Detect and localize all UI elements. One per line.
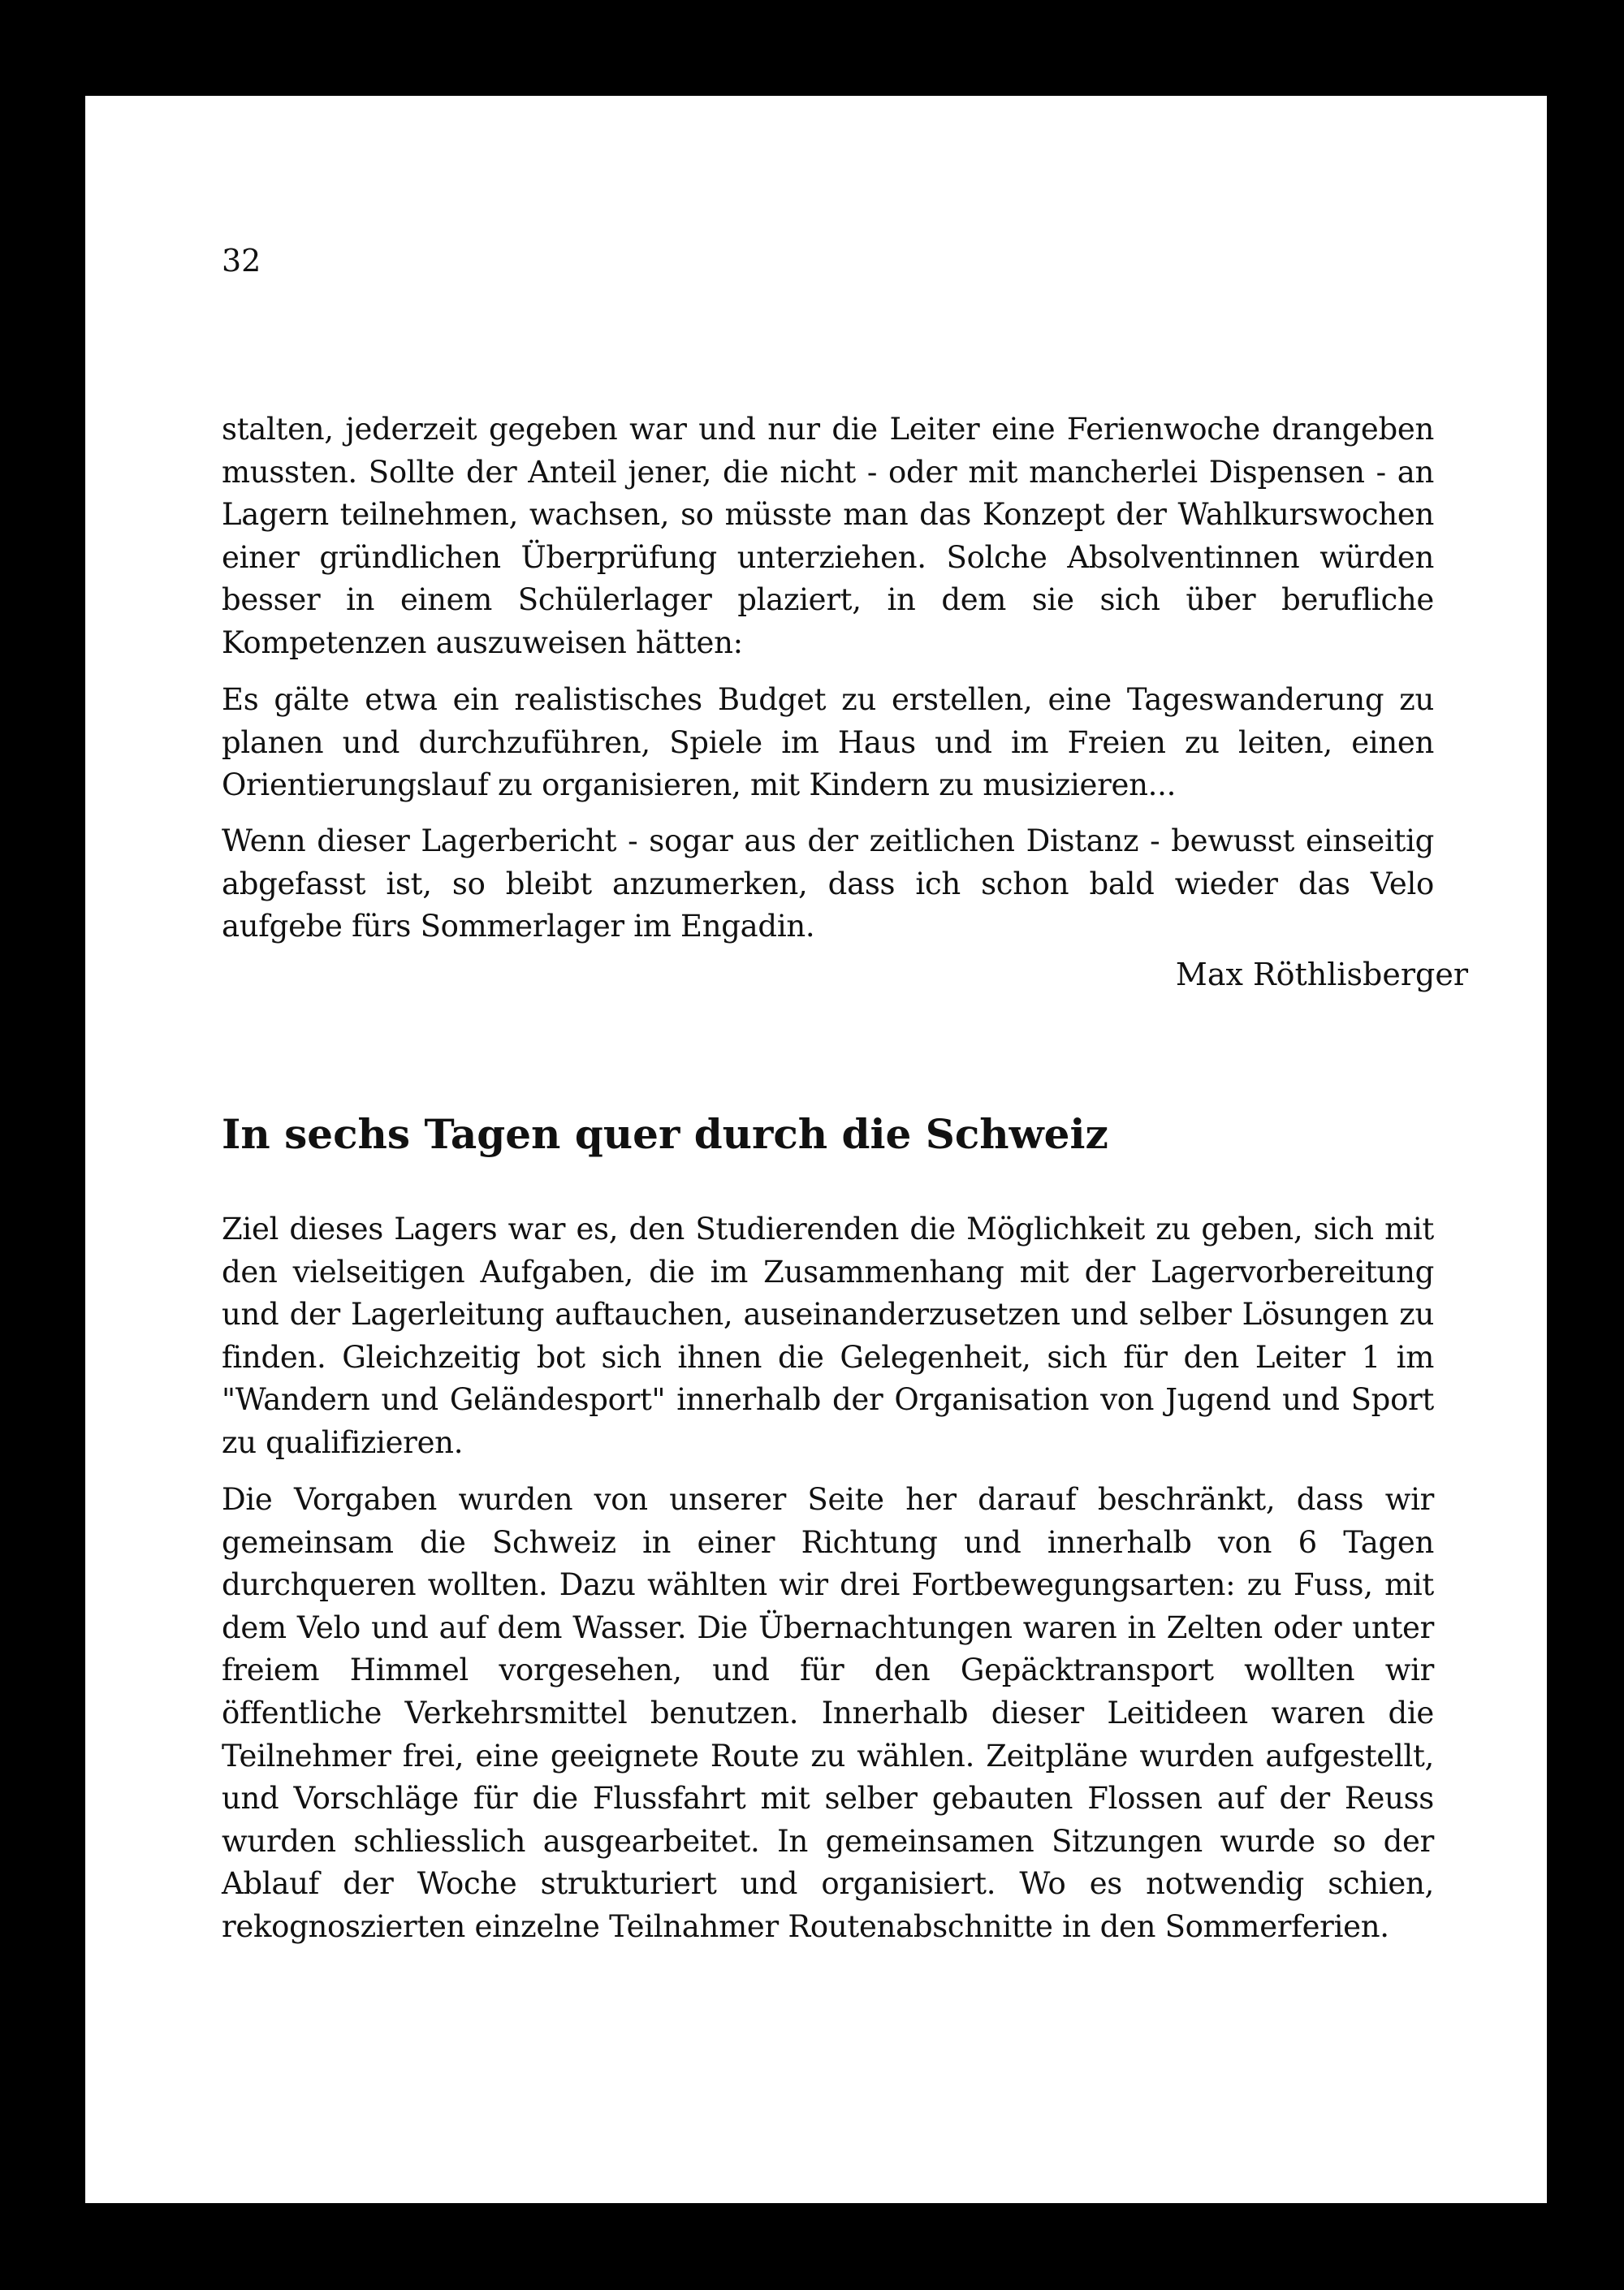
paragraph-text: Wenn dieser Lagerbericht - sogar aus der zeitlichen Distanz - bewusst einseitig abgefasst ist, so bleibt anzumerken, dass ich schon bald wieder das Velo aufgebe fürs Sommerlager im Engadin.: [222, 823, 1434, 944]
section-paragraph-2: [222, 1479, 1434, 1949]
paragraph-text: Es gälte etwa ein realistisches Budget zu erstellen, eine Tageswanderung zu planen und durchzuführen, Spiele im Haus und im Freien zu leiten, einen Orientierungslauf zu organisieren, mit Kindern zu musizieren...: [222, 682, 1434, 803]
paragraph-text: Die Vorgaben wurden von unserer Seite her darauf beschränkt, dass wir gemeinsam die Schweiz in einer Richtung und innerhalb von 6 Tagen durchqueren wollten. Dazu wählten wir drei Fortbewegungsarten: zu Fuss, mit dem Velo und auf dem Wasser. Die Übernachtungen waren in Zelten oder unter freiem Himmel vorgesehen, und für den Gepäcktransport wollten wir öffentliche Verkehrsmittel benutzen. Innerhalb dieser Leitideen waren die Teilnehmer frei, eine geeignete Route zu wählen. Zeitpläne wurden aufgestellt, und Vorschläge für die Flussfahrt mit selber gebauten Flossen auf der Reuss wurden schliesslich ausgearbeitet. In gemeinsamen Sitzungen wurde so der Ablauf der Woche strukturiert und organisiert. Wo es notwendig schien, rekognoszierten einzelne Teilnahmer Routenabschnitte in den Sommerferien.: [222, 1482, 1434, 1944]
page-number: 32: [222, 243, 261, 279]
paragraph-text: stalten, jederzeit gegeben war und nur die Leiter eine Ferienwoche drangeben mussten. Sollte der Anteil jener, die nicht - oder mit mancherlei Dispensen - an Lagern teilnehmen, wachsen, so müsste man das Konzept der Wahlkurswochen einer gründlichen Überprüfung unterziehen. Solche Absolventinnen würden besser in einem Schülerlager plaziert, in dem sie sich über berufliche Kompetenzen auszuweisen hätten:: [222, 412, 1434, 660]
section-paragraph-1: [222, 1208, 1434, 1465]
paragraph-3: [222, 820, 1434, 948]
author-signature: Max Röthlisberger: [1175, 957, 1468, 992]
paragraph-1: [222, 408, 1434, 665]
paragraph-2: [222, 679, 1434, 807]
paragraph-text: Ziel dieses Lagers war es, den Studierenden die Möglichkeit zu geben, sich mit den vielseitigen Aufgaben, die im Zusammenhang mit der Lagervorbereitung und der Lagerleitung auftauchen, auseinanderzusetzen und selber Lösungen zu finden. Gleichzeitig bot sich ihnen die Gelegenheit, sich für den Leiter 1 im "Wandern und Geländesport" innerhalb der Organisation von Jugend und Sport zu qualifizieren.: [222, 1212, 1434, 1460]
document-page: [85, 96, 1547, 2203]
section-heading: In sechs Tagen quer durch die Schweiz: [222, 1110, 1108, 1158]
